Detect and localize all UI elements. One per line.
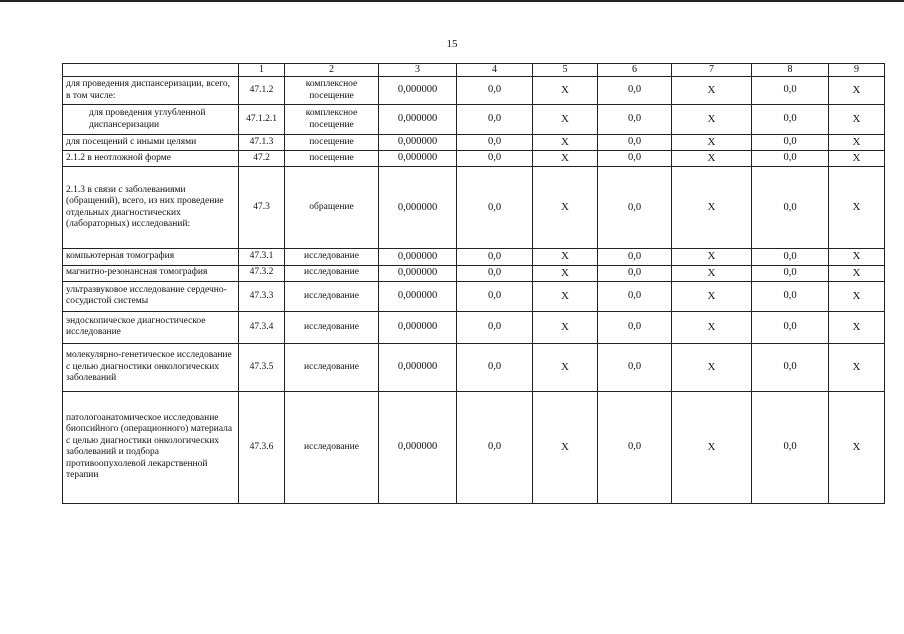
row-name-cell: для проведения углубленной диспансеризации xyxy=(63,105,239,135)
row-x-cell: X xyxy=(672,77,752,105)
row-x-cell: X xyxy=(829,135,885,151)
row-x-cell: X xyxy=(533,135,598,151)
row-x-cell: X xyxy=(533,105,598,135)
page-number: 15 xyxy=(446,38,458,50)
column-header: 3 xyxy=(379,64,457,77)
row-value-cell: 0,000000 xyxy=(379,281,457,311)
row-value-cell: 0,0 xyxy=(752,135,829,151)
row-value-cell: 0,0 xyxy=(457,167,533,249)
row-unit-cell: посещение xyxy=(285,135,379,151)
table-row xyxy=(63,391,885,503)
row-value-cell: 0,0 xyxy=(598,105,672,135)
row-value-cell: 0,000000 xyxy=(379,249,457,265)
row-unit-cell: исследование xyxy=(285,311,379,343)
row-x-cell: X xyxy=(829,151,885,167)
row-value-cell: 0,0 xyxy=(752,343,829,391)
row-name-cell: магнитно-резонансная томография xyxy=(63,265,239,281)
row-name-cell: эндоскопическое диагностическое исследование xyxy=(63,311,239,343)
row-value-cell: 0,0 xyxy=(457,77,533,105)
table-row xyxy=(63,77,885,105)
row-code-cell: 47.3.5 xyxy=(239,343,285,391)
row-x-cell: X xyxy=(672,265,752,281)
row-code-cell: 47.3.3 xyxy=(239,281,285,311)
row-value-cell: 0,0 xyxy=(598,343,672,391)
row-x-cell: X xyxy=(533,281,598,311)
column-header: 9 xyxy=(829,64,885,77)
row-value-cell: 0,0 xyxy=(752,249,829,265)
row-x-cell: X xyxy=(672,281,752,311)
row-name-cell: патологоанатомическое исследование биопсийного (операционного) материала с целью диагностики онкологических заболеваний и подбора противоопухолевой лекарственной терапии xyxy=(63,391,239,503)
row-unit-cell: посещение xyxy=(285,151,379,167)
row-code-cell: 47.3.2 xyxy=(239,265,285,281)
row-value-cell: 0,000000 xyxy=(379,391,457,503)
row-x-cell: X xyxy=(533,151,598,167)
row-value-cell: 0,0 xyxy=(598,135,672,151)
column-header: 1 xyxy=(239,64,285,77)
row-code-cell: 47.1.3 xyxy=(239,135,285,151)
table-row xyxy=(63,311,885,343)
page-top-border xyxy=(0,0,904,2)
row-value-cell: 0,0 xyxy=(457,135,533,151)
row-x-cell: X xyxy=(533,311,598,343)
column-header: 5 xyxy=(533,64,598,77)
row-value-cell: 0,0 xyxy=(752,167,829,249)
row-value-cell: 0,000000 xyxy=(379,311,457,343)
table-row xyxy=(63,105,885,135)
row-value-cell: 0,0 xyxy=(598,311,672,343)
row-x-cell: X xyxy=(829,311,885,343)
row-x-cell: X xyxy=(533,249,598,265)
row-name-cell: для проведения диспансеризации, всего, в том числе: xyxy=(63,77,239,105)
row-unit-cell: исследование xyxy=(285,391,379,503)
row-value-cell: 0,0 xyxy=(457,265,533,281)
row-unit-cell: обращение xyxy=(285,167,379,249)
row-x-cell: X xyxy=(533,167,598,249)
row-value-cell: 0,0 xyxy=(752,391,829,503)
row-value-cell: 0,000000 xyxy=(379,343,457,391)
row-x-cell: X xyxy=(829,105,885,135)
row-value-cell: 0,0 xyxy=(752,265,829,281)
column-header: 8 xyxy=(752,64,829,77)
row-value-cell: 0,0 xyxy=(752,281,829,311)
row-x-cell: X xyxy=(533,391,598,503)
row-code-cell: 47.1.2.1 xyxy=(239,105,285,135)
row-code-cell: 47.3.6 xyxy=(239,391,285,503)
row-unit-cell: исследование xyxy=(285,281,379,311)
table-row xyxy=(63,249,885,265)
row-x-cell: X xyxy=(672,391,752,503)
row-code-cell: 47.3 xyxy=(239,167,285,249)
row-value-cell: 0,0 xyxy=(598,77,672,105)
row-value-cell: 0,0 xyxy=(598,249,672,265)
column-header: 6 xyxy=(598,64,672,77)
column-header: 2 xyxy=(285,64,379,77)
row-value-cell: 0,0 xyxy=(598,265,672,281)
row-value-cell: 0,0 xyxy=(457,343,533,391)
row-name-cell: молекулярно-генетическое исследование с целью диагностики онкологических заболеваний xyxy=(63,343,239,391)
column-header xyxy=(63,64,239,77)
row-value-cell: 0,0 xyxy=(598,167,672,249)
row-value-cell: 0,0 xyxy=(457,391,533,503)
data-table xyxy=(62,63,885,504)
row-value-cell: 0,000000 xyxy=(379,77,457,105)
row-code-cell: 47.1.2 xyxy=(239,77,285,105)
row-x-cell: X xyxy=(829,77,885,105)
row-name-cell: ультразвуковое исследование сердечно-сосудистой системы xyxy=(63,281,239,311)
row-unit-cell: исследование xyxy=(285,343,379,391)
row-code-cell: 47.3.4 xyxy=(239,311,285,343)
row-value-cell: 0,0 xyxy=(752,77,829,105)
row-value-cell: 0,0 xyxy=(457,281,533,311)
row-value-cell: 0,000000 xyxy=(379,151,457,167)
table-row xyxy=(63,151,885,167)
table-row xyxy=(63,135,885,151)
row-value-cell: 0,0 xyxy=(457,311,533,343)
row-unit-cell: исследование xyxy=(285,265,379,281)
row-x-cell: X xyxy=(533,265,598,281)
row-x-cell: X xyxy=(829,167,885,249)
row-value-cell: 0,000000 xyxy=(379,265,457,281)
column-header: 7 xyxy=(672,64,752,77)
row-x-cell: X xyxy=(829,249,885,265)
row-value-cell: 0,000000 xyxy=(379,167,457,249)
row-x-cell: X xyxy=(829,265,885,281)
row-name-cell: компьютерная томография xyxy=(63,249,239,265)
row-x-cell: X xyxy=(672,311,752,343)
row-x-cell: X xyxy=(829,343,885,391)
row-value-cell: 0,0 xyxy=(752,311,829,343)
row-value-cell: 0,0 xyxy=(752,105,829,135)
row-code-cell: 47.3.1 xyxy=(239,249,285,265)
row-x-cell: X xyxy=(672,167,752,249)
header-row xyxy=(63,64,885,77)
table-row xyxy=(63,281,885,311)
row-x-cell: X xyxy=(672,343,752,391)
row-unit-cell: комплексное посещение xyxy=(285,77,379,105)
column-header: 4 xyxy=(457,64,533,77)
row-value-cell: 0,0 xyxy=(457,249,533,265)
table-row xyxy=(63,265,885,281)
row-x-cell: X xyxy=(829,391,885,503)
row-name-cell: 2.1.3 в связи с заболеваниями (обращений), всего, из них проведение отдельных диагностических (лабораторных) исследований: xyxy=(63,167,239,249)
row-x-cell: X xyxy=(533,77,598,105)
row-x-cell: X xyxy=(672,151,752,167)
row-name-cell: для посещений с иными целями xyxy=(63,135,239,151)
table-row xyxy=(63,343,885,391)
row-x-cell: X xyxy=(672,135,752,151)
row-x-cell: X xyxy=(672,249,752,265)
row-value-cell: 0,000000 xyxy=(379,135,457,151)
row-value-cell: 0,0 xyxy=(457,105,533,135)
row-value-cell: 0,000000 xyxy=(379,105,457,135)
row-x-cell: X xyxy=(533,343,598,391)
row-value-cell: 0,0 xyxy=(752,151,829,167)
row-code-cell: 47.2 xyxy=(239,151,285,167)
row-unit-cell: исследование xyxy=(285,249,379,265)
row-value-cell: 0,0 xyxy=(457,151,533,167)
row-name-cell: 2.1.2 в неотложной форме xyxy=(63,151,239,167)
table-row xyxy=(63,167,885,249)
row-value-cell: 0,0 xyxy=(598,281,672,311)
row-value-cell: 0,0 xyxy=(598,391,672,503)
row-value-cell: 0,0 xyxy=(598,151,672,167)
row-unit-cell: комплексное посещение xyxy=(285,105,379,135)
row-x-cell: X xyxy=(672,105,752,135)
row-x-cell: X xyxy=(829,281,885,311)
